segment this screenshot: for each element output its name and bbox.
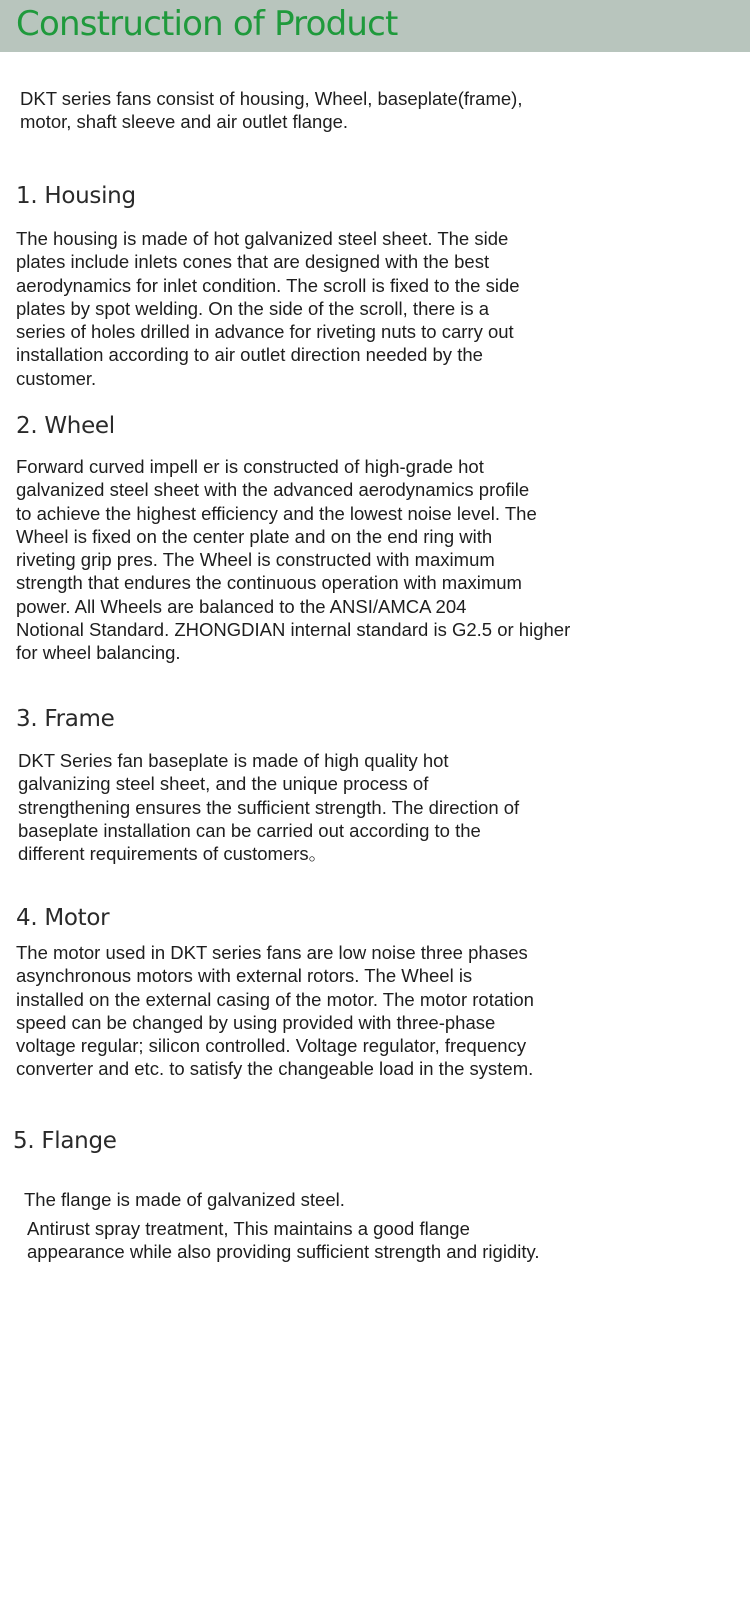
section-body-flange-line1: The flange is made of galvanized steel.: [24, 1189, 345, 1210]
section-body-housing: The housing is made of hot galvanized steel sheet. The side plates include inlets cones that are designed with the best aerodynamics for inlet condition. The scroll is fixed to the side plates by spot welding. On the side of the scroll, there is a series of holes drilled in advance for riveting nuts to carry out installation according to air outlet direction needed by the customer.: [16, 228, 520, 389]
section-heading-wheel: 2. Wheel: [16, 413, 115, 439]
title-bar: [0, 0, 750, 52]
section-heading-housing: 1. Housing: [16, 183, 136, 209]
section-body-wheel: Forward curved impell er is constructed of high-grade hot galvanized steel sheet with the advanced aerodynamics profile to achieve the highest efficiency and the lowest noise level. The Wheel is fixed on the center plate and on the end ring with riveting grip pres. The Wheel is constructed with maximum strength that endures the continuous operation with maximum power. All Wheels are balanced to the ANSI/AMCA 204 Notional Standard. ZHONGDIAN internal standard is G2.5 or higher for wheel balancing.: [16, 456, 571, 664]
section-body-motor: The motor used in DKT series fans are low noise three phases asynchronous motors with external rotors. The Wheel is installed on the external casing of the motor. The motor rotation speed can be changed by using provided with three-phase voltage regular; silicon controlled. Voltage regulator, frequency converter and etc. to satisfy the changeable load in the system.: [16, 942, 534, 1080]
section-heading-motor: 4. Motor: [16, 905, 110, 931]
section-heading-flange: 5. Flange: [13, 1128, 117, 1154]
page-title: Construction of Product: [16, 4, 398, 44]
section-body-frame: DKT Series fan baseplate is made of high quality hot galvanizing steel sheet, and the unique process of strengthening ensures the sufficient strength. The direction of baseplate installation can be carried out according to the different requirements of customers。: [18, 750, 520, 865]
section-body-flange: Antirust spray treatment, This maintains a good flange appearance while also providing sufficient strength and rigidity.: [27, 1218, 540, 1263]
intro-paragraph: DKT series fans consist of housing, Wheel, baseplate(frame), motor, shaft sleeve and air outlet flange.: [20, 88, 523, 133]
section-heading-frame: 3. Frame: [16, 706, 115, 732]
